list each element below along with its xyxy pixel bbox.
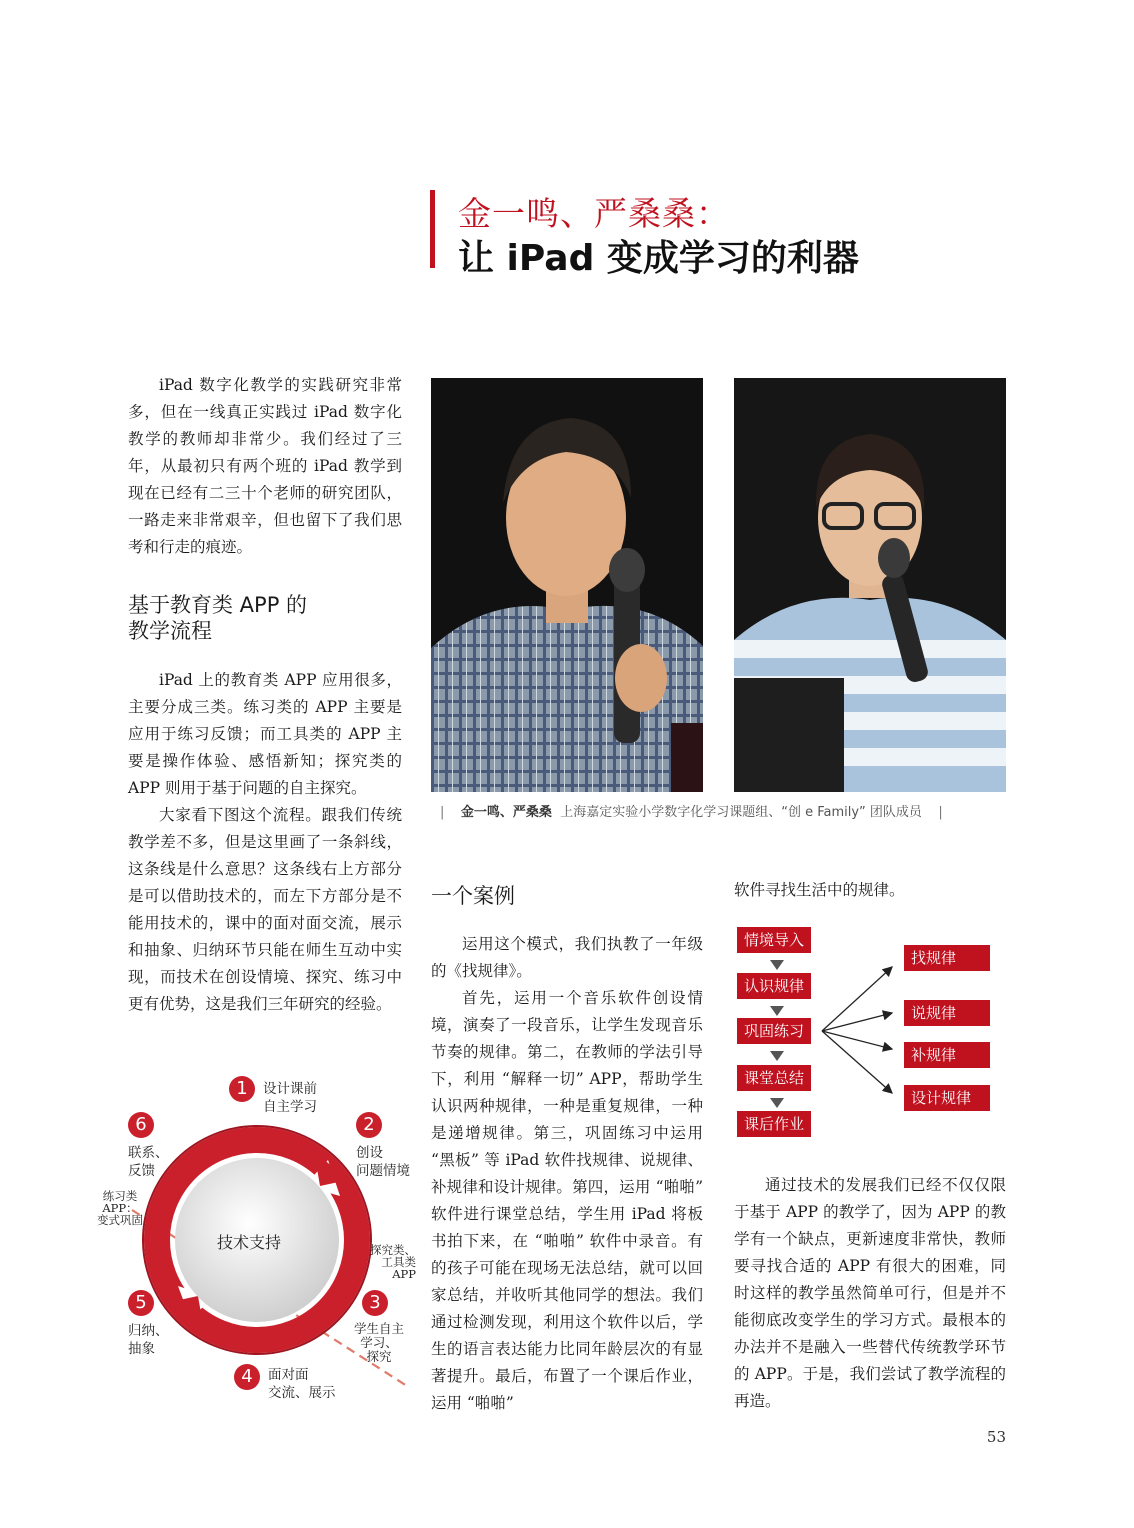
flow-branch: 补规律 — [904, 1042, 990, 1068]
section-heading: 基于教育类 APP 的 教学流程 — [128, 593, 308, 643]
flow-branch: 设计规律 — [904, 1085, 990, 1111]
section1-paragraph: iPad 上的教育类 APP 应用很多，主要分成三类。练习类的 APP 主要是应用于练习反馈；而工具类的 APP 主要是操作体验、感悟新知；探究类的 APP 则用于基于问题的自主探究。 — [128, 671, 402, 797]
flow-step: 认识规律 — [737, 973, 811, 999]
step-label: 联系、 反馈 — [128, 1145, 169, 1179]
step-label: 设计课前 自主学习 — [263, 1081, 317, 1115]
teaching-cycle-diagram — [92, 1068, 422, 1413]
step-label: 创设 问题情境 — [356, 1145, 410, 1179]
photo-jin-yiming — [431, 378, 703, 792]
step-label: 归纳、 抽象 — [128, 1323, 169, 1357]
flow-diagram — [734, 925, 1006, 1140]
step-number-badge: 2 — [356, 1112, 382, 1138]
flow-step: 课堂总结 — [737, 1065, 811, 1091]
flow-step: 巩固练习 — [737, 1018, 811, 1044]
photo-caption: | 金一鸣、严桑桑 上海嘉定实验小学数字化学习课题组、“创 e Family” 团队成员 | — [440, 805, 943, 820]
caption-names: 金一鸣、严桑桑 — [460, 805, 552, 820]
step-label: 学生自主 学习、 探究 — [354, 1321, 405, 1364]
cycle-center-label: 技术支持 — [217, 1233, 282, 1252]
section1-body — [128, 667, 402, 1018]
intro-paragraph: iPad 数字化教学的实践研究非常多，但在一线真正实践过 iPad 数字化教学的教师却非常少。我们经过了三年，从最初只有两个班的 iPad 教学到现在已经有二三十个老师的研究团队，一路走来非常艰辛，但也留下了我们思考和行走的痕迹。 — [128, 376, 402, 556]
step-number-badge: 4 — [234, 1364, 260, 1390]
flow-branch: 找规律 — [904, 945, 990, 971]
section1-paragraph: 大家看下图这个流程。跟我们传统教学差不多，但是这里画了一条斜线，这条线是什么意思？这条线右上方部分是可以借助技术的，而左下方部分是不能用技术的，课中的面对面交流，展示和抽象、归纳环节只能在师生互动中实现，而技术在创设情境、探究、练习中更有优势，这是我们三年研究的经验。 — [128, 806, 402, 1013]
caption-description: 上海嘉定实验小学数字化学习课题组、“创 e Family” 团队成员 — [560, 805, 922, 820]
case-continuation: 软件寻找生活中的规律。 — [734, 881, 905, 899]
flow-step: 情境导入 — [737, 927, 811, 953]
flow-step: 课后作业 — [737, 1111, 811, 1137]
photo-yan-sangsang — [734, 378, 1006, 792]
article-title-names: 金一鸣、严桑桑： — [458, 194, 730, 233]
step-number-badge: 1 — [229, 1076, 255, 1102]
case-paragraph: 首先，运用一个音乐软件创设情境，演奏了一段音乐，让学生发现音乐节奏的规律。第二，在教师的学法引导下，利用 “解释一切” APP，帮助学生认识两种规律，一种是重复规律，一种是递增规律。第三，巩固练习中运用 “黑板” 等 iPad 软件找规律、说规律、补规律和设计规律。第四，运用 “啪啪” 软件进行课堂总结，学生用 iPad 将板书拍下来，在 “啪啪” 软件中录音。有的孩子可能在现场无法总结，就可以回家总结，并收听其他同学的想法。我们通过检测发现，利用这个软件以后，学生的语言表达能力比同年龄层次的有显著提升。最后，布置了一个课后作业，运用 “啪啪” — [431, 989, 703, 1412]
closing-paragraph: 通过技术的发展我们已经不仅仅限于基于 APP 的教学了，因为 APP 的教学有一个缺点，更新速度非常快，教师要寻找合适的 APP 有很大的困难，同时这样的教学虽然简单可行，但是并不能彻底改变学生的学习方式。最根本的办法并不是融入一些替代传统教学环节的 APP。于是，我们尝试了教学流程的再造。 — [734, 1176, 1006, 1410]
case-body — [431, 931, 703, 1417]
app-type-label: 探究类、 工具类 APP — [370, 1243, 416, 1281]
case-heading: 一个案例 — [431, 884, 515, 908]
title-accent-bar — [430, 190, 435, 268]
step-label: 面对面 交流、展示 — [268, 1367, 336, 1401]
step-number-badge: 6 — [128, 1112, 154, 1138]
article-title: 让 iPad 变成学习的利器 — [458, 238, 859, 279]
flow-branch: 说规律 — [904, 1000, 990, 1026]
page-number: 53 — [986, 1428, 1006, 1446]
case-paragraph: 运用这个模式，我们执教了一年级的《找规律》。 — [431, 935, 703, 980]
step-number-badge: 3 — [362, 1290, 388, 1316]
step-number-badge: 5 — [128, 1290, 154, 1316]
app-type-label: 练习类 APP： 变式巩固 — [97, 1189, 143, 1227]
